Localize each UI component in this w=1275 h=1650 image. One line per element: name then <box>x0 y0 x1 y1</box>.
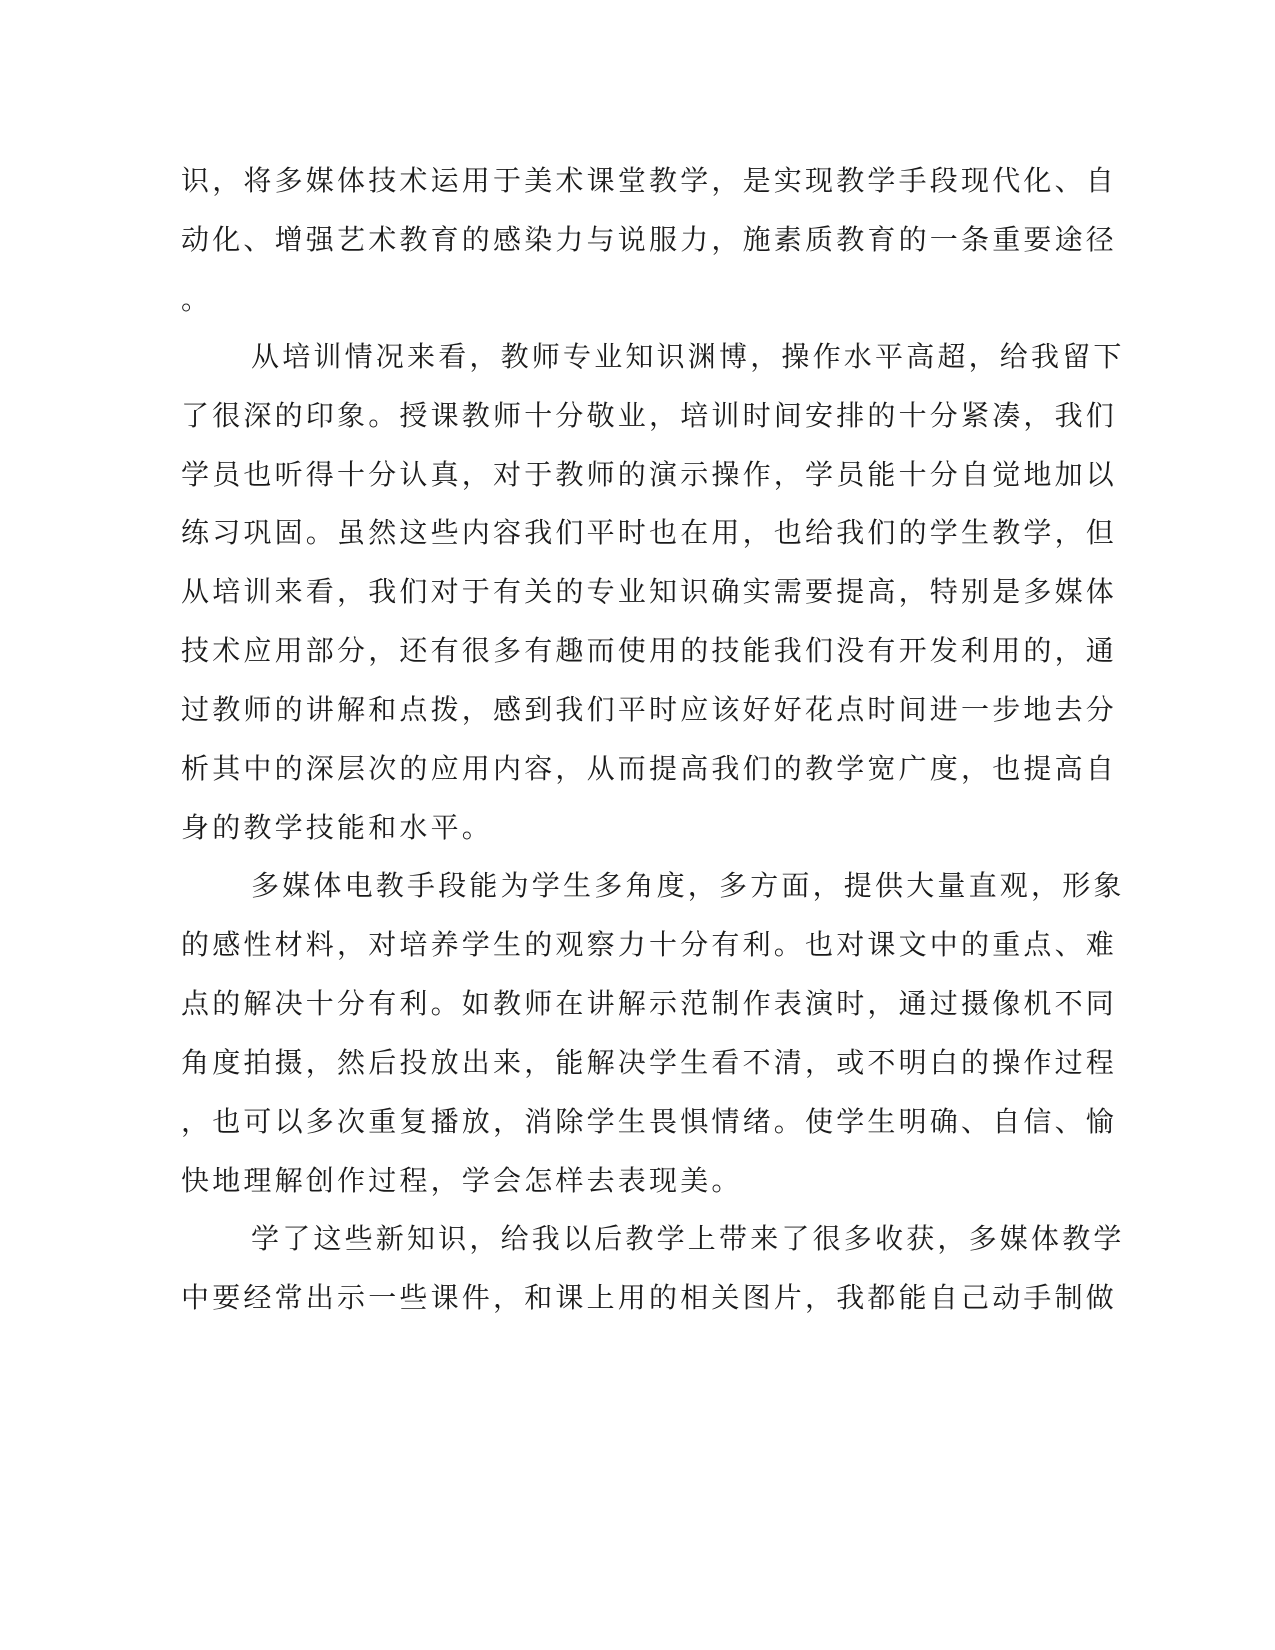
text-line: 识，将多媒体技术运用于美术课堂教学，是实现教学手段现代化、自 <box>181 164 1118 197</box>
text-line: 技术应用部分，还有很多有趣而使用的技能我们没有开发利用的，通 <box>181 634 1118 667</box>
text-line: 从培训来看，我们对于有关的专业知识确实需要提高，特别是多媒体 <box>181 575 1118 608</box>
text-line: 练习巩固。虽然这些内容我们平时也在用，也给我们的学生教学，但 <box>181 516 1118 549</box>
text-line: 了很深的印象。授课教师十分敬业，培训时间安排的十分紧凑，我们 <box>181 399 1118 432</box>
text-line: 点的解决十分有利。如教师在讲解示范制作表演时，通过摄像机不同 <box>181 987 1118 1020</box>
text-line: 析其中的深层次的应用内容，从而提高我们的教学宽广度，也提高自 <box>181 752 1118 785</box>
text-line: 学员也听得十分认真，对于教师的演示操作，学员能十分自觉地加以 <box>181 458 1118 491</box>
paragraph-first-line: 从培训情况来看，教师专业知识渊博，操作水平高超，给我留下 <box>251 340 1125 373</box>
paragraph-first-line: 学了这些新知识，给我以后教学上带来了很多收获，多媒体教学 <box>251 1222 1125 1255</box>
text-line: 。 <box>181 283 213 316</box>
text-line: 中要经常出示一些课件，和课上用的相关图片，我都能自己动手制做 <box>181 1281 1118 1314</box>
text-line: 的感性材料，对培养学生的观察力十分有利。也对课文中的重点、难 <box>181 928 1118 961</box>
text-line: 过教师的讲解和点拨，感到我们平时应该好好花点时间进一步地去分 <box>181 693 1118 726</box>
text-line: 动化、增强艺术教育的感染力与说服力，施素质教育的一条重要途径 <box>181 223 1118 256</box>
paragraph-first-line: 多媒体电教手段能为学生多角度，多方面，提供大量直观，形象 <box>251 869 1125 902</box>
text-line: 角度拍摄，然后投放出来，能解决学生看不清，或不明白的操作过程 <box>181 1046 1118 1079</box>
text-line: 身的教学技能和水平。 <box>181 811 494 844</box>
text-line: ，也可以多次重复播放，消除学生畏惧情绪。使学生明确、自信、愉 <box>181 1105 1118 1138</box>
text-line: 快地理解创作过程，学会怎样去表现美。 <box>181 1164 743 1197</box>
